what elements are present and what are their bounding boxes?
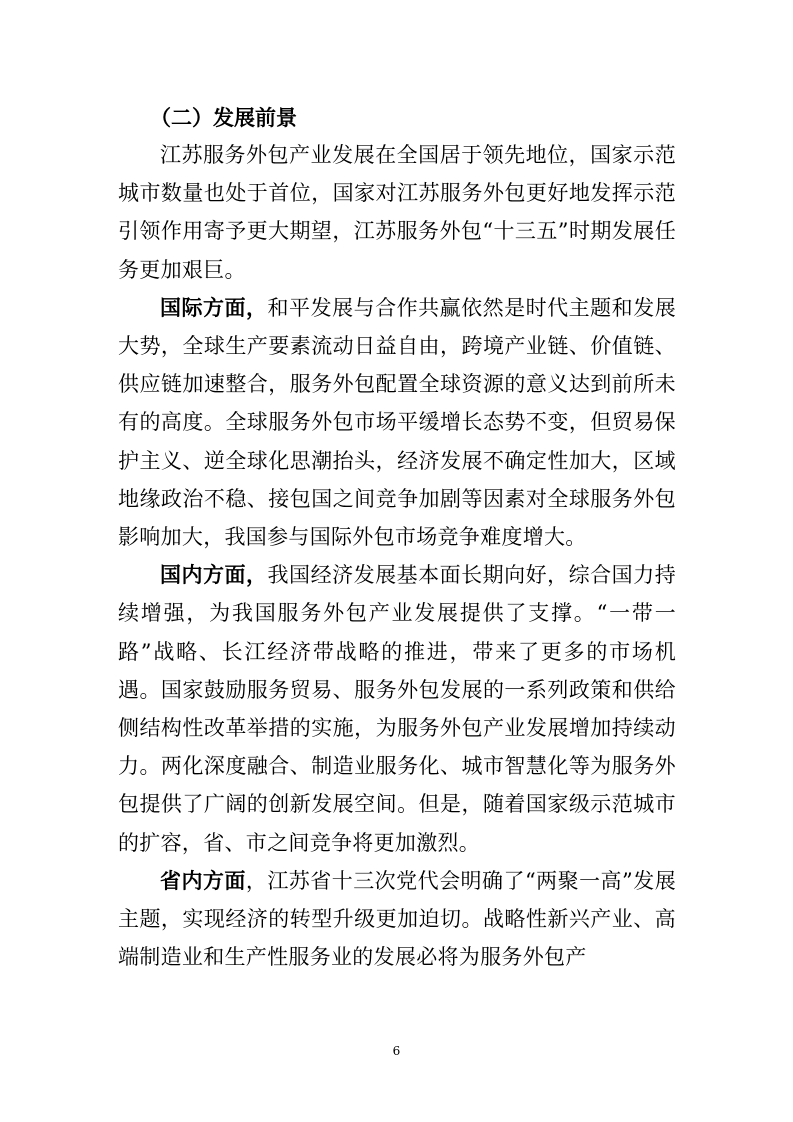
paragraph-international (118, 289, 676, 556)
paragraph-provincial (118, 862, 676, 977)
paragraph-body: 和平发展与合作共赢依然是时代主题和发展大势，全球生产要素流动日益自由，跨境产业链、价值链、供应链加速整合，服务外包配置全球资源的意义达到前所未有的高度。全球服务外包市场平缓增长态势不变，但贸易保护主义、逆全球化思潮抬头，经济发展不确定性加大，区域地缘政治不稳、接包国之间竞争加剧等因素对全球服务外包影响加大，我国参与国际外包市场竞争难度增大。 (118, 295, 676, 550)
paragraph-lead: 国内方面， (160, 563, 268, 588)
body-text (118, 100, 676, 976)
section-heading: （二）发展前景 (150, 106, 297, 130)
paragraph-domestic (118, 556, 676, 862)
paragraph-body: 我国经济发展基本面长期向好，综合国力持续增强，为我国服务外包产业发展提供了支撑。“一带一路”战略、长江经济带战略的推进，带来了更多的市场机遇。国家鼓励服务贸易、服务外包发展的一系列政策和供给侧结构性改革举措的实施，为服务外包产业发展增加持续动力。两化深度融合、制造业服务化、城市智慧化等为服务外包提供了广阔的创新发展空间。但是，随着国家级示范城市的扩容，省、市之间竞争将更加激烈。 (118, 563, 676, 855)
paragraph-body: ，江苏省十三次党代会明确了“两聚一高”发展主题，实现经济的转型升级更加迫切。战略性新兴产业、高端制造业和生产性服务业的发展必将为服务外包产 (118, 868, 676, 970)
intro-paragraph: 江苏服务外包产业发展在全国居于领先地位，国家示范城市数量也处于首位，国家对江苏服务外包更好地发挥示范引领作用寄予更大期望，江苏服务外包“十三五”时期发展任务更加艰巨。 (118, 143, 676, 282)
paragraph-lead: 省内方面 (160, 868, 246, 893)
paragraph-lead: 国际方面， (160, 295, 268, 320)
page-number: 6 (392, 1044, 401, 1058)
